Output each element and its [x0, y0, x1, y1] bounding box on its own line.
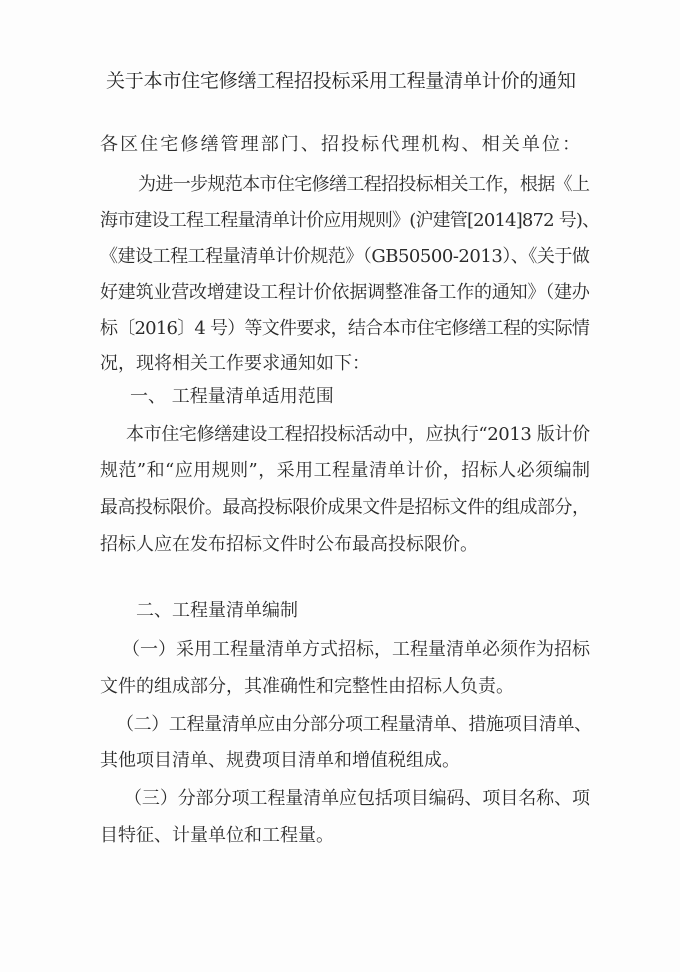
paragraph-line: 招标人应在发布招标文件时公布最高投标限价。	[100, 534, 478, 555]
paragraph-line: 规范”和“应用规则”，采用工程量清单计价，招标人必须编制	[100, 460, 591, 481]
paragraph-line: 文件的组成部分，其准确性和完整性由招标人负责。	[100, 676, 514, 697]
paragraph-line: 本市住宅修缮建设工程招投标活动中，应执行“2013 版计价	[126, 424, 590, 445]
paragraph-line: 目特征、计量单位和工程量。	[100, 825, 334, 846]
intro-line: 标〔2016〕4 号）等文件要求，结合本市住宅修缮工程的实际情	[100, 318, 590, 339]
intro-line: 为进一步规范本市住宅修缮工程招投标相关工作，根据《上	[138, 174, 590, 195]
paragraph-line: （二）工程量清单应由分部分项工程量清单、措施项目清单、	[116, 714, 592, 735]
intro-line: 况，现将相关工作要求通知如下：	[100, 353, 370, 374]
intro-line: 海市建设工程工程量清单计价应用规则》(沪建管[2014]872 号)、	[100, 210, 600, 231]
section-heading: 二、工程量清单编制	[136, 600, 298, 621]
paragraph-line: （一）采用工程量清单方式招标，工程量清单必须作为招标	[122, 639, 590, 660]
intro-line: 《建设工程工程量清单计价规范》（GB50500-2013）、《关于做	[100, 246, 590, 267]
section-heading: 一、 工程量清单适用范围	[130, 386, 334, 407]
intro-line: 好建筑业营改增建设工程计价依据调整准备工作的通知》（建办	[100, 282, 590, 303]
document-title: 关于本市住宅修缮工程招投标采用工程量清单计价的通知	[106, 70, 576, 92]
greeting: 各区住宅修缮管理部门、招投标代理机构、相关单位：	[100, 134, 583, 155]
paragraph-line: 最高投标限价。最高投标限价成果文件是招标文件的组成部分，	[100, 497, 590, 518]
paragraph-line: （三）分部分项工程量清单应包括项目编码、项目名称、项	[124, 788, 590, 809]
paragraph-line: 其他项目清单、规费项目清单和增值税组成。	[100, 750, 460, 771]
